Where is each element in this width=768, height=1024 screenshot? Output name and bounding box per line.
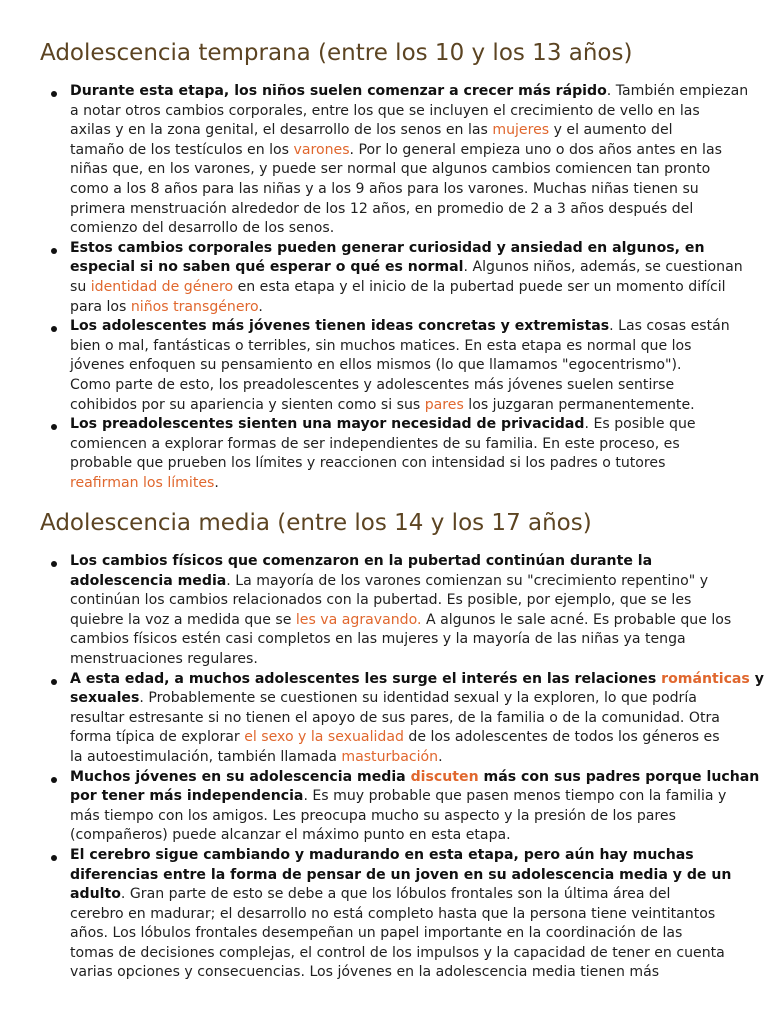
text-line [70, 258, 743, 278]
inline-link[interactable]: pares [424, 396, 464, 413]
text-line [70, 200, 732, 220]
text-line [70, 219, 732, 239]
text-line [70, 376, 732, 396]
text-line [70, 826, 732, 846]
plain-text: . Es posible que [584, 416, 696, 433]
plain-text: . También empiezan [606, 83, 749, 99]
bold-text: especial si no saben qué esperar o qué es normal [70, 259, 464, 276]
text-line [70, 552, 732, 572]
plain-text: la autoestimulación, también llamada [70, 748, 342, 765]
plain-text: axilas y en la zona genital, el desarrollo de los senos en las [70, 122, 493, 139]
text-line [70, 963, 732, 983]
bold-text: A esta edad, a muchos adolescentes les surge el interés en las relaciones [70, 670, 662, 687]
text-line [70, 787, 732, 807]
plain-text: . [258, 298, 263, 315]
text-line [70, 337, 732, 357]
plain-text: continúan los cambios relacionados con la pubertad. Es posible, por ejemplo, que se les [70, 592, 692, 609]
text-line [70, 474, 732, 494]
text-line [70, 141, 732, 161]
text-line [70, 102, 732, 122]
text-line [70, 396, 732, 416]
plain-text: . La mayoría de los varones comienzan su "crecimiento repentino" y [226, 572, 709, 589]
bold-text: por tener más independencia [70, 788, 304, 805]
bullet-item [0, 82, 749, 239]
plain-text: años. Los lóbulos frontales desempeñan un papel importante en la coordinación de las [70, 925, 683, 942]
section-heading-middle-adolescence: Adolescencia media (entre los 14 y los 17 años) [40, 510, 592, 536]
text-line [70, 944, 732, 964]
inline-link[interactable]: les va agravando. [295, 611, 422, 628]
plain-text: jóvenes enfoquen su pensamiento en ellos mismos (lo que llamamos "egocentrismo"). [70, 357, 682, 374]
plain-text: comiencen a explorar formas de ser independientes de su familia. En este proceso, es [70, 435, 680, 452]
bold-text: y [749, 670, 764, 687]
bold-text: sexuales [70, 690, 140, 707]
inline-link[interactable]: varones [293, 141, 350, 158]
text-line [70, 885, 732, 905]
inline-link[interactable]: masturbación [341, 748, 439, 765]
plain-text: como a los 8 años para las niñas y a los 9 años para los varones. Muchas niñas tienen su [70, 180, 699, 197]
bullet-item [0, 317, 732, 415]
text-line [70, 239, 732, 259]
plain-text: comienzo del desarrollo de los senos. [70, 220, 335, 237]
text-line [70, 121, 732, 141]
plain-text: quiebre la voz a medida que se [70, 611, 296, 628]
plain-text: . Las cosas están [609, 318, 730, 335]
text-line [70, 278, 732, 298]
text-line [70, 298, 732, 318]
plain-text: tomas de decisiones complejas, el control de los impulsos y la capacidad de tener en cuenta [70, 944, 725, 961]
plain-text: de los adolescentes de todos los géneros es [403, 729, 720, 746]
plain-text: y el aumento del [549, 122, 673, 139]
plain-text: menstruaciones regulares. [70, 650, 258, 667]
text-line [70, 630, 732, 650]
plain-text: . [214, 474, 219, 491]
plain-text: tamaño de los testículos en los [70, 141, 294, 158]
plain-text: niñas que, en los varones, y puede ser normal que algunos cambios comiencen tan pronto [70, 161, 711, 178]
plain-text: para los [70, 298, 131, 315]
text-line [70, 415, 732, 435]
text-line [70, 924, 732, 944]
inline-link[interactable]: identidad de género [90, 278, 234, 295]
text-line [70, 905, 732, 925]
text-line [70, 689, 732, 709]
text-line [70, 611, 732, 631]
bullet-item [0, 415, 732, 493]
plain-text: bien o mal, fantásticas o terribles, sin muchos matices. En esta etapa es normal que los [70, 337, 692, 354]
section-heading-early-adolescence: Adolescencia temprana (entre los 10 y los 13 años) [40, 40, 633, 66]
plain-text: resultar estresante si no tienen el apoyo de sus pares, de la familia o de la comunidad. Otra [70, 709, 720, 726]
bold-text: diferencias entre la forma de pensar de un joven en su adolescencia media y de un [70, 866, 732, 883]
plain-text: probable que prueben los límites y reaccionen con intensidad si los padres o tutores [70, 455, 666, 472]
bold-text: adulto [70, 886, 121, 903]
plain-text: Como parte de esto, los preadolescentes y adolescentes más jóvenes suelen sentirse [70, 376, 675, 393]
bullet-list-early-adolescence [0, 82, 768, 493]
plain-text: . Probablemente se cuestionen su identidad sexual y la exploren, lo que podría [139, 690, 697, 707]
text-line [70, 709, 732, 729]
text-line [70, 572, 732, 592]
bullet-item [0, 846, 732, 983]
bold-text: El cerebro sigue cambiando y madurando en esta etapa, pero aún hay muchas [70, 846, 694, 863]
plain-text: (compañeros) puede alcanzar el máximo punto en esta etapa. [70, 827, 511, 844]
plain-text: . Algunos niños, además, se cuestionan [463, 259, 743, 276]
plain-text: A algunos le sale acné. Es probable que los [421, 611, 732, 628]
plain-text: primera menstruación alrededor de los 12 años, en promedio de 2 a 3 años después del [70, 200, 694, 217]
bold-text: Los cambios físicos que comenzaron en la pubertad continúan durante la [70, 553, 653, 569]
plain-text: cohibidos por su apariencia y sienten como si sus [70, 396, 425, 413]
bold-text: Muchos jóvenes en su adolescencia media [70, 768, 411, 785]
bullet-list-middle-adolescence [0, 552, 768, 983]
text-line [70, 435, 732, 455]
bold-text: Los preadolescentes sienten una mayor necesidad de privacidad [70, 416, 585, 433]
text-line [70, 768, 760, 788]
text-line [70, 82, 749, 102]
plain-text: cambios físicos estén casi completos en las mujeres y la mayoría de las niñas ya tenga [70, 631, 686, 648]
text-line [70, 160, 732, 180]
plain-text: . Gran parte de esto se debe a que los lóbulos frontales son la última área del [120, 886, 671, 903]
plain-text: su [70, 278, 91, 295]
text-line [70, 866, 732, 886]
plain-text: a notar otros cambios corporales, entre los que se incluyen el crecimiento de vello en las [70, 102, 700, 119]
plain-text: forma típica de explorar [70, 729, 245, 746]
plain-text: . [438, 748, 443, 765]
text-line [70, 591, 732, 611]
text-line [70, 748, 732, 768]
plain-text: los juzgaran permanentemente. [463, 396, 695, 413]
bold-text: Durante esta etapa, los niños suelen comenzar a crecer más rápido [70, 83, 607, 99]
bullet-item [0, 552, 732, 670]
text-line [70, 670, 764, 690]
text-line [70, 180, 732, 200]
text-line [70, 728, 732, 748]
plain-text: . Es muy probable que pasen menos tiempo con la familia y [303, 788, 727, 805]
plain-text: varias opciones y consecuencias. Los jóvenes en la adolescencia media tienen más [70, 964, 660, 981]
text-line [70, 807, 732, 827]
inline-link[interactable]: niños transgénero [130, 298, 259, 315]
inline-link[interactable]: el sexo y la sexualidad [244, 729, 404, 746]
text-line [70, 846, 732, 866]
inline-link[interactable]: románticas [661, 670, 750, 687]
inline-link[interactable]: reafirman los límites [70, 474, 215, 491]
plain-text: más tiempo con los amigos. Les preocupa mucho su aspecto y la presión de los pares [70, 807, 676, 824]
text-line [70, 356, 732, 376]
bold-text: adolescencia media [70, 572, 227, 589]
bullet-item [0, 239, 743, 317]
inline-link[interactable]: discuten [410, 768, 479, 785]
bold-text: Los adolescentes más jóvenes tienen ideas concretas y extremistas [70, 318, 610, 335]
plain-text: . Por lo general empieza uno o dos años antes en las [349, 141, 722, 158]
bold-text: Estos cambios corporales pueden generar curiosidad y ansiedad en algunos, en [70, 239, 705, 256]
text-line [70, 317, 732, 337]
bold-link-wrapper [411, 769, 479, 785]
inline-link[interactable]: mujeres [492, 122, 550, 139]
bold-text: más con sus padres porque luchan [478, 768, 760, 785]
plain-text: en esta etapa y el inicio de la pubertad puede ser un momento difícil [233, 278, 726, 295]
bullet-item [0, 670, 764, 768]
text-line [70, 650, 732, 670]
bullet-item [0, 768, 760, 846]
bold-link-wrapper [661, 671, 750, 687]
plain-text: cerebro en madurar; el desarrollo no está completo hasta que la persona tiene veintitantos [70, 905, 716, 922]
text-line [70, 454, 732, 474]
